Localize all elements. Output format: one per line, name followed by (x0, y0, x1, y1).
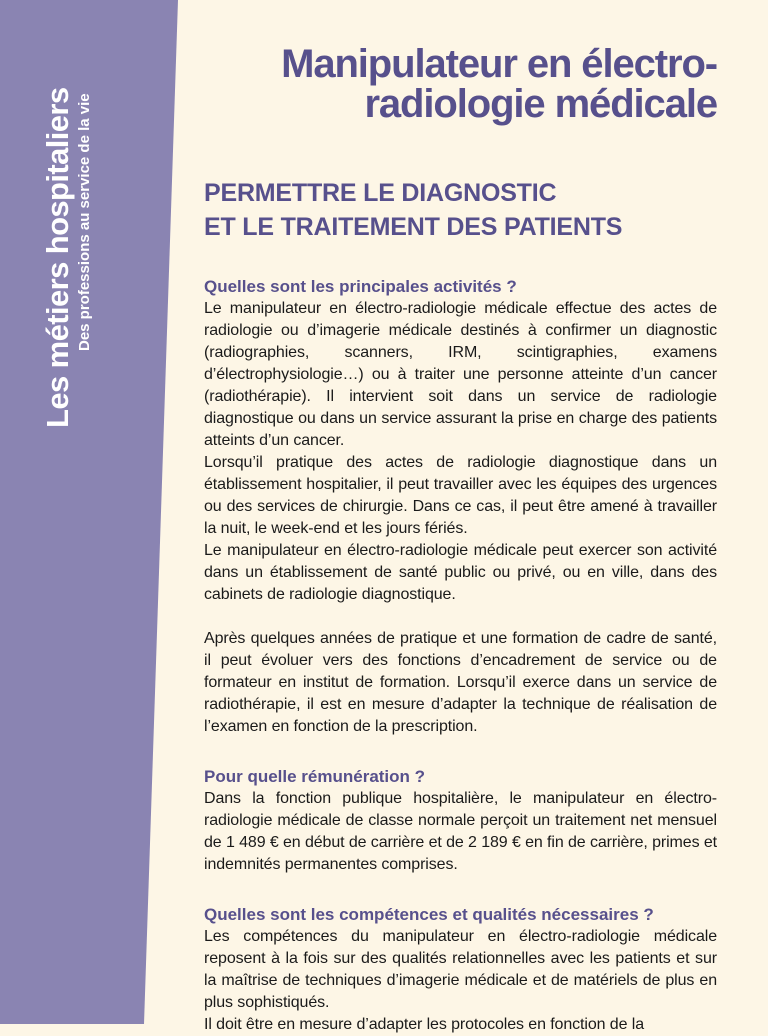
sidebar-shape (0, 0, 190, 1024)
paragraph-gap (204, 606, 717, 628)
paragraph: Le manipulateur en électro-radiologie médicale peut exercer son activité dans un établissement de santé public ou privé, ou en ville, dans des cabinets de radiologie diagnostique. (204, 542, 717, 603)
main-content (204, 44, 717, 1036)
paragraph: Lorsqu’il pratique des actes de radiologie diagnostique dans un établissement hospitalier, il peut travailler avec les équipes des urgences ou des services de chirurgie. Dans ce cas, il peut être amené à travailler la nuit, le week-end et les jours fériés. (204, 454, 717, 537)
section-remuneration (204, 766, 717, 876)
paragraph: Il doit être en mesure d’adapter les protocoles en fonction de la (204, 1016, 644, 1033)
sidebar-band (0, 0, 190, 1024)
section-skills (204, 904, 717, 1036)
paragraph: Les compétences du manipulateur en électro-radiologie médicale reposent à la fois sur des qualités relationnelles avec les patients et sur la maîtrise de techniques d’imagerie médicale et de matériels de plus en plus sophistiqués. (204, 928, 717, 1011)
sidebar-title: Les métiers hospitaliers (40, 87, 75, 428)
page-subtitle-line: ET LE TRAITEMENT DES PATIENTS (204, 213, 623, 241)
sidebar-subtitle: Des professions au service de la vie (76, 93, 93, 351)
page-title-line: Manipulateur en électro- (281, 42, 717, 86)
page-title (204, 44, 717, 124)
section-activities (204, 276, 717, 738)
paragraph: Dans la fonction publique hospitalière, le manipulateur en électro-radiologie médicale de classe normale perçoit un traitement net mensuel de 1 489 € en début de carrière et de 2 189 € en fin de carrière, primes et indemnités permanentes comprises. (204, 790, 717, 873)
page-subtitle-line: PERMETTRE LE DIAGNOSTIC (204, 179, 557, 207)
page-title-line: radiologie médicale (364, 82, 717, 126)
paragraph: Après quelques années de pratique et une formation de cadre de santé, il peut évoluer vers des fonctions d’encadrement de service ou de formateur en institut de formation. Lorsqu’il exerce dans un service de radiothérapie, il est en mesure d’adapter la technique de réalisation de l’examen en fonction de la prescription. (204, 630, 717, 735)
section-heading: Pour quelle rémunération ? (204, 767, 426, 786)
section-heading: Quelles sont les principales activités ? (204, 277, 517, 296)
paragraph: Le manipulateur en électro-radiologie médicale effectue des actes de radiologie ou d’imagerie médicale destinés à confirmer un diagnostic (radiographies, scanners, IRM, scintigraphies, examens d’électrophysiologie…) ou à traiter une personne atteinte d’un cancer (radiothérapie). Il intervient soit dans un service de radiologie diagnostique ou dans un service assurant la prise en charge des patients atteints d’un cancer. (204, 300, 717, 449)
section-heading: Quelles sont les compétences et qualités nécessaires ? (204, 905, 654, 924)
page-subtitle (204, 176, 717, 244)
